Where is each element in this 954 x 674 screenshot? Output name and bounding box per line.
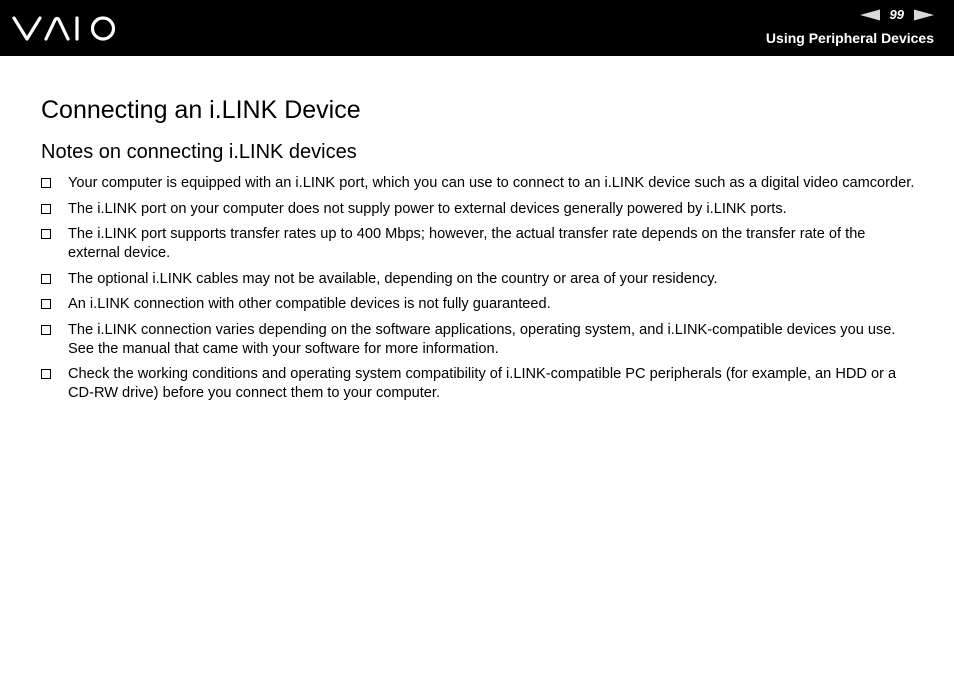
list-item bbox=[41, 225, 916, 263]
list-item bbox=[41, 295, 916, 314]
checkbox-bullet-icon bbox=[41, 369, 51, 379]
list-item bbox=[41, 200, 916, 219]
vaio-logo[interactable] bbox=[12, 14, 122, 44]
left-triangle-arrow-icon[interactable] bbox=[860, 9, 880, 21]
checkbox-bullet-icon bbox=[41, 274, 51, 284]
checkbox-bullet-icon bbox=[41, 178, 51, 188]
list-item-text: The i.LINK port on your computer does not supply power to external devices generally powered by i.LINK ports. bbox=[68, 200, 787, 217]
list-item bbox=[41, 270, 916, 289]
notes-list bbox=[41, 174, 916, 410]
page-navigation bbox=[860, 7, 934, 23]
list-item bbox=[41, 174, 916, 193]
list-item-text: Your computer is equipped with an i.LINK port, which you can use to connect to an i.LINK device such as a digital video camcorder. bbox=[68, 175, 915, 191]
page-title: Connecting an i.LINK Device bbox=[41, 96, 361, 124]
list-item bbox=[41, 365, 916, 403]
right-triangle-arrow-icon[interactable] bbox=[914, 9, 934, 21]
section-heading: Notes on connecting i.LINK devices bbox=[41, 141, 357, 163]
checkbox-bullet-icon bbox=[41, 204, 51, 214]
list-item-text: An i.LINK connection with other compatible devices is not fully guaranteed. bbox=[68, 296, 551, 312]
checkbox-bullet-icon bbox=[41, 229, 51, 239]
section-title: Using Peripheral Devices bbox=[765, 30, 934, 46]
checkbox-bullet-icon bbox=[41, 299, 51, 309]
list-item-text: Check the working conditions and operating system compatibility of i.LINK-compatible PC peripherals (for example, an HDD or a CD-RW drive) before you connect them to your computer. bbox=[68, 366, 897, 401]
header-bar bbox=[0, 0, 954, 56]
list-item-text: The i.LINK port supports transfer rates up to 400 Mbps; however, the actual transfer rate depends on the transfer rate of the external device. bbox=[68, 226, 866, 261]
checkbox-bullet-icon bbox=[41, 325, 51, 335]
list-item-text: The i.LINK connection varies depending on the software applications, operating system, and i.LINK-compatible devices you use. See the manual that came with your software for more information. bbox=[68, 321, 896, 357]
list-item-text: The optional i.LINK cables may not be available, depending on the country or area of your residency. bbox=[68, 270, 718, 287]
list-item bbox=[41, 321, 916, 359]
page-number: 99 bbox=[889, 7, 904, 22]
